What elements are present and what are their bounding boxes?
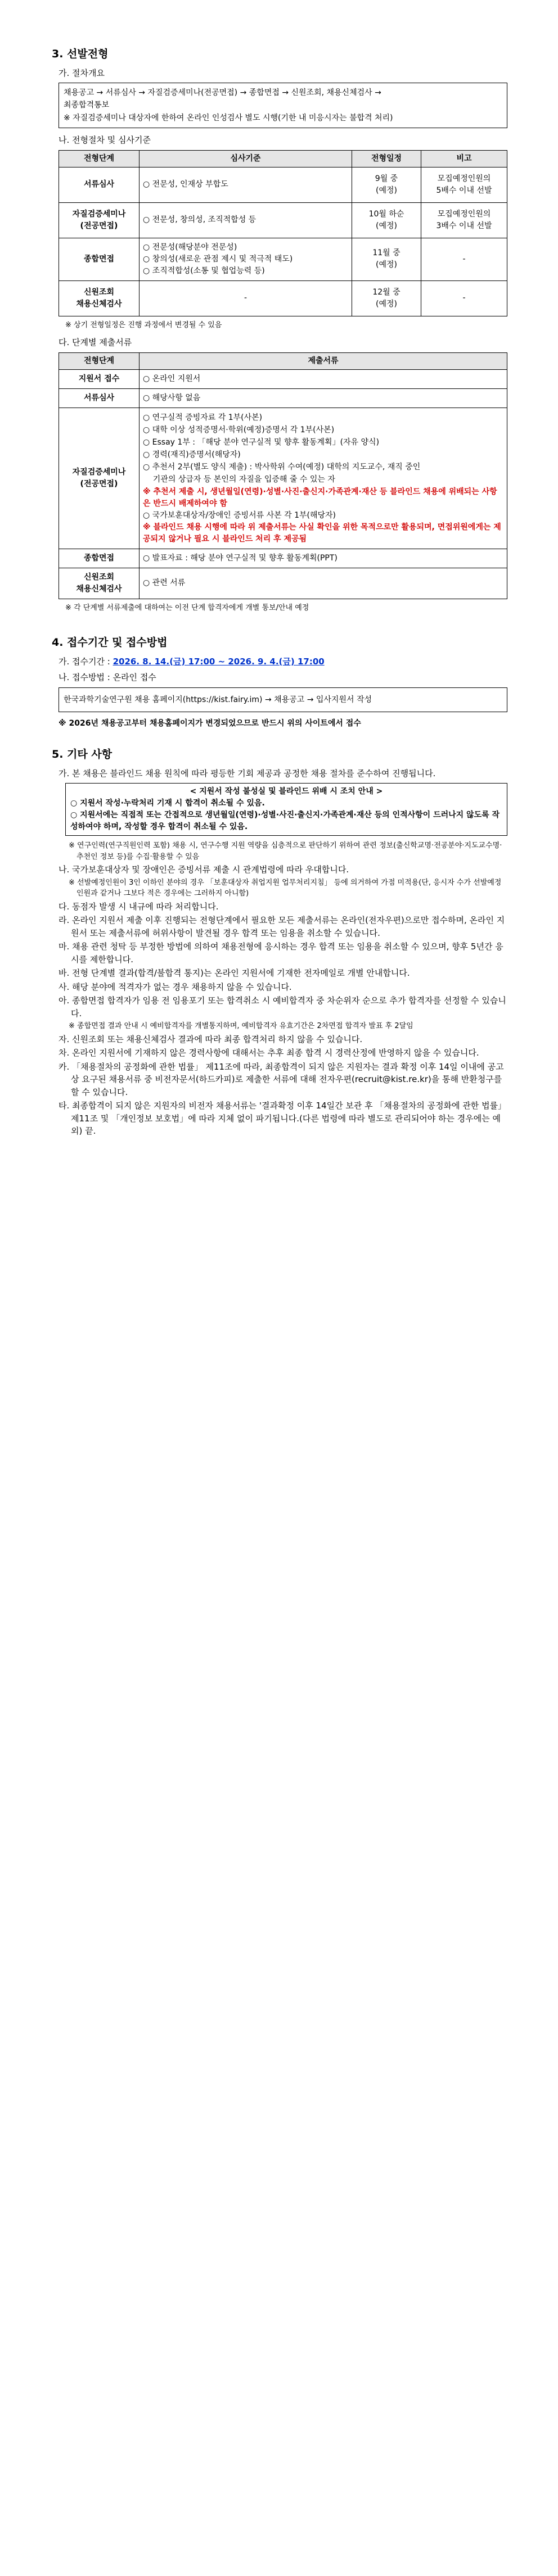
warning-title: < 지원서 작성 불성실 및 블라인드 위배 시 조치 안내 > [190,787,383,796]
table-row [59,167,507,202]
list-item: ○ 연구실적 증빙자료 각 1부(사본) [143,413,263,422]
criteria-cell [140,167,352,202]
table-row [59,408,507,549]
doc-stage-background: 신원조회 채용신체검사 [59,568,140,599]
list-item: 아. 종합면접 합격자가 임용 전 임용포기 또는 합격취소 시 예비합격자 중 차순위자 순으로 추가 합격자를 선정할 수 있습니다. [58,995,506,1018]
blind-notice: ※ 블라인드 채용 시행에 따라 위 제출서류는 사실 확인을 위한 목적으로만 활용되며, 면접위원에게는 제공되지 않거나 필요 시 블라인드 처리 후 제공됨 [143,522,501,544]
table-row [59,202,507,238]
doc-stage-interview: 종합면접 [59,549,140,568]
veteran-docs: ○ 국가보훈대상자/장애인 증빙서류 사본 각 1부(해당자) [143,510,336,520]
list-item: ○ 대학 이상 성적증명서·학위(예정)증명서 각 1부(사본) [143,425,335,434]
criteria-cell [140,238,352,280]
section-4-title: 4. 접수기간 및 접수방법 [52,636,168,649]
doc-list-application: ○ 온라인 지원서 [140,369,507,388]
criteria-header-schedule: 전형일정 [352,150,421,167]
end-mark: 끝. [85,1126,96,1137]
criteria-table [58,150,507,316]
documents-label: 다. 단계별 제출서류 [58,337,132,348]
stage-cell: 종합면접 [59,238,140,280]
list-subnote: ※ 선발예정인원이 3인 이하인 분야의 경우 「보훈대상자 취업지원 업무처리지침」 등에 의거하여 가점 미적용(단, 응시자 수가 선발예정인원과 같거나 그보다 적은 경우에는 그러하지 아니함) [69,878,502,898]
list-item: 나. 국가보훈대상자 및 장애인은 증빙서류 제출 시 관계법령에 따라 우대합니다. [58,864,349,875]
list-item: 사. 해당 분야에 적격자가 없는 경우 채용하지 않을 수 있습니다. [58,981,292,992]
remark-cell: 모집예정인원의 3배수 이내 선발 [421,202,507,238]
schedule-change-note: ※ 상기 전형일정은 진행 과정에서 변경될 수 있음 [65,320,222,329]
list-item: ○ 추천서 2부(별도 양식 제출) : 박사학위 수여(예정) 대학의 지도교수, 재직 중인 [143,462,421,472]
table-row [59,388,507,408]
list-item: ○ 경력(재직)증명서(해당자) [143,450,241,459]
remark-cell: 모집예정인원의 5배수 이내 선발 [421,167,507,202]
misc-list [52,767,507,780]
document-content [52,46,507,1139]
criteria-header-stage: 전형단계 [59,150,140,167]
method-box: 한국과학기술연구원 채용 홈페이지(https://kist.fairy.im) → 채용공고 → 입사지원서 작성 [58,687,507,712]
list-item: 라. 온라인 지원서 제출 이후 진행되는 전형단계에서 필요한 모든 제출서류는 온라인(전자우편)으로만 접수하며, 온라인 지원서 또는 제출서류에 허위사항이 발견될 경우 합격 또는 임용을 취소할 수 있습니다. [58,915,505,938]
list-item: 자. 신원조회 또는 채용신체검사 결과에 따라 최종 합격처리 하지 않을 수 있습니다. [58,1034,363,1044]
doc-stage-application: 지원서 접수 [59,369,140,388]
misc-list [52,1033,507,1138]
procedure-box [58,83,507,128]
schedule-cell: 10월 하순 (예정) [352,202,421,238]
documents-table [58,352,507,599]
recommendation-warning: ※ 추천서 제출 시, 생년월일(연령)·성별·사진·출신지·가족관계·재산 등 블라인드 채용에 위배되는 사항은 반드시 배제하여야 함 [143,487,497,508]
list-item: 가. 본 채용은 블라인드 채용 원칙에 따라 평등한 기회 제공과 공정한 채용 절차를 준수하여 진행됩니다. [58,768,436,778]
table-row [59,280,507,316]
misc-list [52,863,507,876]
list-item: 기관의 상급자 등 본인의 자질을 입증해 줄 수 있는 자 [143,474,335,484]
criteria-label: 나. 전형절차 및 심사기준 [58,135,151,146]
procedure-line-1: 채용공고 → 서류심사 → 자질검증세미나(전공면접) → 종합면접 → 신원조회, 채용신체검사 → [64,88,381,97]
procedure-overview-label: 가. 절차개요 [58,67,105,78]
doc-stage-screening: 서류심사 [59,388,140,408]
homepage-change-note: ※ 2026년 채용공고부터 채용홈페이지가 변경되었으므로 반드시 위의 사이트에서 접수 [58,719,361,728]
table-row [59,549,507,568]
section-3-title: 3. 선발전형 [52,48,109,60]
procedure-line-2: 최종합격통보 [64,101,110,110]
table-row [59,238,507,280]
period-line [58,655,507,668]
documents-header-docs: 제출서류 [140,352,507,369]
documents-header-stage: 전형단계 [59,352,140,369]
period-label: 가. 접수기간 : [58,656,110,667]
doc-list-background: ○ 관련 서류 [140,568,507,599]
misc-list [52,900,507,1020]
list-subnote: ※ 종합면접 결과 안내 시 예비합격자를 개별통지하며, 예비합격자 유효기간은 2차면접 합격자 발표 후 2달임 [69,1022,413,1031]
criteria-item: ○ 조직적합성(소통 및 협업능력 등) [143,266,265,275]
stage-cell: 신원조회 채용신체검사 [59,280,140,316]
remark-cell: - [421,280,507,316]
procedure-note: ※ 자질검증세미나 대상자에 한하여 온라인 인성검사 별도 시행(기한 내 미응시자는 불합격 처리) [64,113,393,123]
schedule-cell: 12월 중 (예정) [352,280,421,316]
list-item: 다. 동점자 발생 시 내규에 따라 처리합니다. [58,901,219,912]
doc-list-seminar [140,408,507,549]
doc-list-screening: ○ 해당사항 없음 [140,388,507,408]
criteria-cell [140,202,352,238]
criteria-item: ○ 전문성, 창의성, 조직적합성 등 [143,215,256,225]
stage-cell: 자질검증세미나 (전공면접) [59,202,140,238]
remark-cell: - [421,238,507,280]
list-item: 바. 전형 단계별 결과(합격/불합격 통지)는 온라인 지원서에 기재한 전자메일로 개별 안내합니다. [58,968,410,979]
documents-note: ※ 각 단계별 서류제출에 대하여는 이전 단계 합격자에게 개별 통보/안내 예정 [65,603,309,612]
list-item [58,1099,507,1138]
table-row [59,369,507,388]
criteria-header-remark: 비고 [421,150,507,167]
criteria-item: ○ 전문성(해당분야 전문성) [143,242,237,252]
list-subnote: ※ 연구인력(연구직원인력 포함) 채용 시, 연구수행 지원 역량을 심층적으로 판단하기 위하여 관련 정보(출신학교명·전공분야·지도교수명·추천인 정보 등)를 수집·활용할 수 있음 [69,841,502,861]
list-item: 차. 온라인 지원서에 기재하지 않은 경력사항에 대해서는 추후 최종 합격 시 경력산정에 반영하지 않을 수 있습니다. [58,1048,479,1058]
table-row [59,568,507,599]
list-item: ○ Essay 1부 : 「해당 분야 연구실적 및 향후 활동계획」(자유 양식) [143,437,380,447]
doc-list-interview: ○ 발표자료 : 해당 분야 연구실적 및 향후 활동계획(PPT) [140,549,507,568]
list-item: 카. 「채용절차의 공정화에 관한 법률」 제11조에 따라, 최종합격이 되지 않은 지원자는 결과 확정 이후 14일 이내에 공고상 요구된 채용서류 중 비전자문서(하드카피)로 제출한 서류에 대해 전자우편(recruit@kist.re.kr)을 통해 반환청구를 할 수 있습니다. [58,1061,504,1097]
schedule-cell: 9월 중 (예정) [352,167,421,202]
criteria-header-criteria: 심사기준 [140,150,352,167]
warning-item-2: ○ 지원서에는 직접적 또는 간접적으로 생년월일(연령)·성별·사진·출신지·가족관계·재산 등의 인적사항이 드러나지 않도록 작성하여야 하며, 작성할 경우 합격이 취소될 수 있음. [70,811,500,832]
warning-item-1: ○ 지원서 작성·누락처리 기재 시 합격이 취소될 수 있음. [70,799,265,808]
period-value: 2026. 8. 14.(금) 17:00 ~ 2026. 9. 4.(금) 17:00 [112,656,325,667]
criteria-cell [140,280,352,316]
schedule-cell: 11월 중 (예정) [352,238,421,280]
method-label: 나. 접수방법 : 온라인 접수 [58,672,156,683]
blind-warning-box [65,783,507,836]
section-5-title: 5. 기타 사항 [52,748,112,761]
criteria-item: - [244,293,248,303]
criteria-item: ○ 창의성(새로운 관점 제시 및 적극적 태도) [143,254,293,264]
list-item: 마. 채용 관련 청탁 등 부정한 방법에 의하여 채용전형에 응시하는 경우 합격 또는 임용을 취소할 수 있으며, 향후 5년간 응시를 제한합니다. [58,941,503,965]
list-item-text: 타. 최종합격이 되지 않은 지원자의 비전자 채용서류는 '결과확정 이후 14일간 보관 후 「채용절차의 공정화에 관한 법률」 제11조 및 「개인정보 보호법」에 따라 지체 없이 파기됩니다.(다른 법령에 따라 별도로 관리되어야 하는 경우에는 예외) [58,1101,507,1137]
stage-cell: 서류심사 [59,167,140,202]
criteria-item: ○ 전문성, 인재상 부합도 [143,180,228,189]
doc-stage-seminar: 자질검증세미나 (전공면접) [59,408,140,549]
